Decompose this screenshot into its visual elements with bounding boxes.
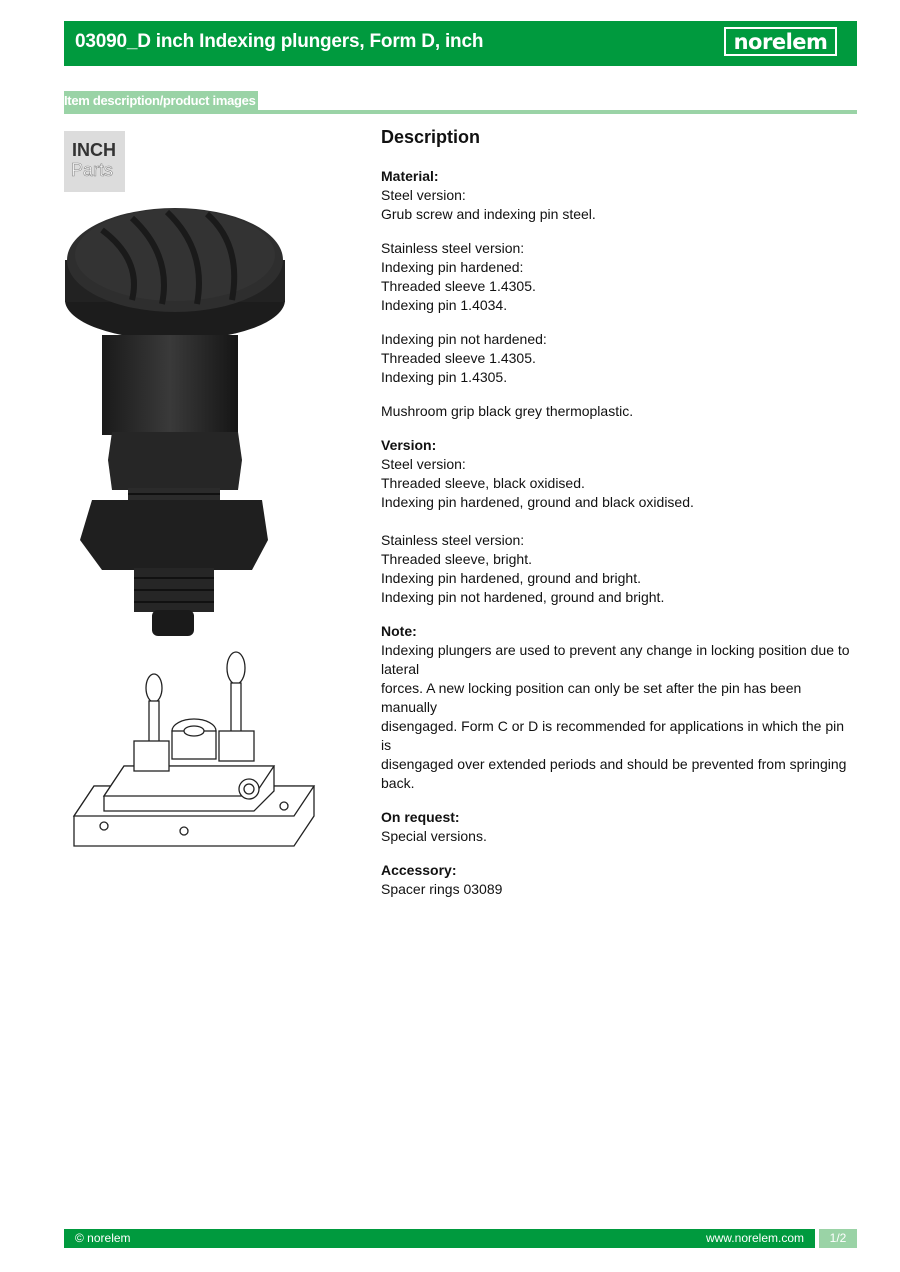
accessory-block — [381, 861, 856, 899]
page-number: 1/2 — [819, 1229, 857, 1248]
footer-bar — [64, 1229, 815, 1248]
note-line: disengaged. Form C or D is recommended for applications in which the pin is — [381, 718, 845, 753]
note-line: disengaged over extended periods and should be prevented from springing back. — [381, 756, 847, 791]
indexing-plunger-photo — [62, 200, 288, 642]
grip-text: Mushroom grip black grey thermoplastic. — [381, 403, 634, 419]
version-stainless-line: Stainless steel version: — [381, 532, 525, 548]
stainless-line: Indexing pin 1.4034. — [381, 297, 508, 313]
material-line: Grub screw and indexing pin steel. — [381, 206, 596, 222]
footer-website-link[interactable]: www.norelem.com — [705, 1231, 804, 1245]
footer-copyright: © norelem — [75, 1231, 131, 1245]
version-label: Version: — [381, 437, 437, 453]
material-label: Material: — [381, 168, 439, 184]
not-hardened-block — [381, 330, 856, 387]
version-block — [381, 436, 856, 607]
version-stainless-line: Indexing pin not hardened, ground and bright. — [381, 589, 665, 605]
on-request-block — [381, 808, 856, 846]
not-hardened-line: Indexing pin not hardened: — [381, 331, 547, 347]
stainless-line: Stainless steel version: — [381, 240, 525, 256]
page-title: 03090_D inch Indexing plungers, Form D, inch — [75, 31, 484, 52]
version-steel-line: Threaded sleeve, black oxidised. — [381, 475, 585, 491]
section-label: Item description/product images — [64, 91, 258, 111]
note-line: forces. A new locking position can only be set after the pin has been manually — [381, 680, 802, 715]
clamping-fixture-drawing — [64, 646, 320, 856]
accessory-label: Accessory: — [381, 862, 457, 878]
note-label: Note: — [381, 623, 417, 639]
stainless-line: Threaded sleeve 1.4305. — [381, 278, 536, 294]
badge-line-1: INCH — [72, 140, 116, 160]
version-steel-line: Steel version: — [381, 456, 466, 472]
norelem-logo: norelem — [724, 27, 837, 56]
header-bar — [64, 21, 857, 66]
version-steel-line: Indexing pin hardened, ground and black oxidised. — [381, 494, 694, 510]
stainless-line: Indexing pin hardened: — [381, 259, 524, 275]
accessory-text: Spacer rings 03089 — [381, 881, 503, 897]
description-heading: Description — [381, 127, 481, 147]
not-hardened-line: Indexing pin 1.4305. — [381, 369, 508, 385]
on-request-text: Special versions. — [381, 828, 487, 844]
inch-parts-badge — [64, 131, 125, 192]
on-request-label: On request: — [381, 809, 460, 825]
stainless-block — [381, 239, 856, 315]
badge-line-2: Parts — [71, 160, 114, 180]
material-block — [381, 167, 856, 224]
version-stainless-line: Threaded sleeve, bright. — [381, 551, 532, 567]
material-line: Steel version: — [381, 187, 466, 203]
grip-block — [381, 402, 856, 421]
note-block — [381, 622, 856, 793]
description-panel — [381, 128, 856, 914]
version-stainless-line: Indexing pin hardened, ground and bright. — [381, 570, 641, 586]
note-line: Indexing plungers are used to prevent any change in locking position due to lateral — [381, 642, 850, 677]
not-hardened-line: Threaded sleeve 1.4305. — [381, 350, 536, 366]
